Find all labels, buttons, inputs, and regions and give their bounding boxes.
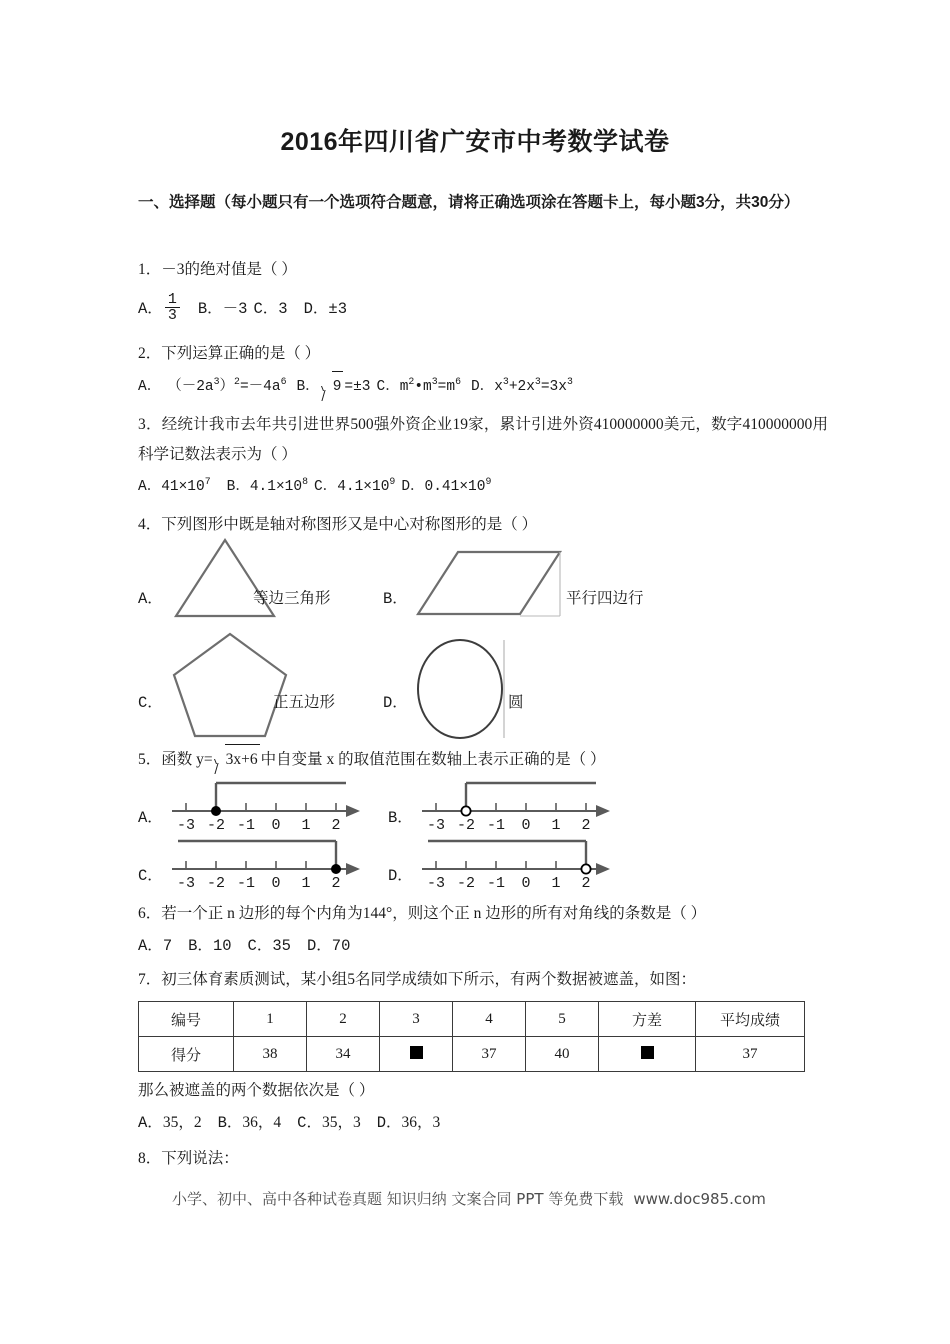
question-3-stem — [138, 410, 828, 470]
option-7-D-label: D． — [376, 1114, 402, 1132]
question-2-text: 下列运算正确的是（ ） — [161, 345, 321, 362]
option-2-A-text: $(-2a^3)^2=-4a^6$ — [167, 376, 287, 395]
option-1-D-text: ±3 — [328, 300, 347, 318]
svg-text:2: 2 — [581, 875, 591, 891]
option-3-D-label: D． — [401, 479, 425, 495]
question-5-numberline-row-2 — [138, 835, 828, 893]
question-5-number: 5． — [138, 751, 162, 768]
option-2-C-text: $m^2•m^3=m^6$ — [399, 376, 461, 395]
question-3-options — [138, 472, 828, 502]
svg-text:2: 2 — [331, 817, 341, 833]
section-heading: 一、选择题（每小题只有一个选项符合题意，请将正确选项涂在答题卡上，每小题3分，共30分） — [138, 194, 800, 211]
option-6-A-text: 7 — [162, 937, 173, 955]
svg-text:1: 1 — [301, 875, 311, 891]
question-8-stem — [138, 1144, 828, 1174]
table-cell-row-label: 编号 — [139, 1002, 234, 1037]
option-2-D-label: D． — [470, 379, 495, 395]
option-7-D-text: 36，3 — [401, 1114, 441, 1131]
equilateral-triangle-icon — [170, 536, 280, 622]
table-cell-average: 37 — [696, 1037, 805, 1072]
option-7-A-label: A． — [138, 1114, 163, 1132]
table-cell-header-average: 平均成绩 — [696, 1002, 805, 1037]
question-1-number: 1． — [138, 261, 162, 278]
question-6-number: 6． — [138, 905, 162, 922]
option-3-A-text: $41\times 10^7$ — [161, 476, 211, 495]
fraction-denominator: 3 — [165, 307, 180, 324]
question-2-number: 2． — [138, 345, 162, 362]
option-4-B-label: B． — [383, 590, 408, 608]
radicand-3x-plus-6: 3x+6 — [225, 744, 260, 775]
option-7-B-label: B． — [217, 1114, 243, 1132]
table-row-header — [139, 1002, 805, 1037]
option-2-B-text: =±3 — [344, 379, 371, 395]
svg-text:-3: -3 — [176, 817, 196, 833]
question-5-numberline-row-1 — [138, 777, 828, 835]
option-6-B-label: B． — [188, 937, 213, 955]
svg-text:-2: -2 — [206, 875, 226, 891]
radicand-9: 9 — [332, 371, 344, 402]
question-7-options — [138, 1108, 828, 1138]
option-6-A-label: A． — [138, 937, 163, 955]
question-3-text: 经统计我市去年共引进世界500强外资企业19家，累计引进外资410000000美元，数字410000000用科学记数法表示为（ ） — [138, 416, 828, 463]
option-2-D-text: $x^3+2x^3=3x^3$ — [494, 376, 573, 395]
table-cell-header-variance: 方差 — [599, 1002, 696, 1037]
option-2-A-label: A． — [138, 379, 162, 395]
svg-text:-2: -2 — [206, 817, 226, 833]
numberline-A — [168, 775, 368, 833]
option-1-A-label: A． — [138, 300, 163, 318]
question-5-text-post: 中自变量 x 的取值范围在数轴上表示正确的是（ ） — [260, 751, 606, 768]
question-7-stem — [138, 965, 828, 995]
option-1-B-text: －3 — [222, 300, 248, 318]
circle-icon — [416, 638, 508, 740]
svg-text:-2: -2 — [456, 875, 476, 891]
question-2-options — [138, 371, 828, 402]
svg-text:-3: -3 — [426, 817, 446, 833]
fraction-numerator: 1 — [167, 290, 177, 308]
table-cell-header-1: 1 — [234, 1002, 307, 1037]
option-7-C-text: 35，3 — [321, 1114, 361, 1131]
option-1-C-text: 3 — [278, 300, 288, 318]
question-7-followup: 那么被遮盖的两个数据依次是（ ） — [138, 1082, 375, 1099]
table-row-scores — [139, 1037, 805, 1072]
svg-text:1: 1 — [551, 817, 561, 833]
watermark-text: 小学、初中、高中各种试卷真题 知识归纳 文案合同 PPT 等免费下载 — [172, 1190, 624, 1208]
table-cell-variance-hidden — [599, 1037, 696, 1072]
question-2-stem — [138, 339, 828, 369]
svg-text:1: 1 — [551, 875, 561, 891]
question-4-number: 4． — [138, 516, 162, 533]
svg-text:2: 2 — [331, 875, 341, 891]
option-3-B-label: B． — [226, 479, 250, 495]
option-6-D-label: D． — [306, 937, 332, 955]
option-6-D-text: 70 — [331, 937, 351, 955]
option-4-D-shape-name: 圆 — [508, 694, 524, 711]
svg-text:-1: -1 — [236, 817, 256, 833]
option-5-B-label: B． — [388, 809, 413, 827]
svg-text:-2: -2 — [456, 817, 476, 833]
option-7-C-label: C． — [297, 1114, 322, 1132]
question-6-options — [138, 931, 828, 961]
questions-container — [138, 255, 828, 1176]
question-7-number: 7． — [138, 971, 162, 988]
parallelogram-icon — [416, 546, 566, 622]
option-1-B-label: B． — [197, 300, 223, 318]
option-5-D-label: D． — [388, 867, 413, 885]
option-4-C-shape-name: 正五边形 — [273, 694, 336, 711]
question-4-shapes-row-1 — [138, 542, 828, 630]
option-3-B-text: $4.1\times 10^8$ — [249, 476, 308, 495]
option-4-A-shape-name: 等边三角形 — [253, 590, 331, 607]
option-3-C-label: C． — [313, 479, 338, 495]
numberline-B — [418, 775, 618, 833]
svg-text:0: 0 — [521, 875, 531, 891]
option-1-D-label: D． — [303, 300, 329, 318]
option-6-C-text: 35 — [272, 937, 291, 955]
table-cell-score-4: 37 — [453, 1037, 526, 1072]
option-5-A-label: A． — [138, 809, 163, 827]
option-4-C-label: C． — [138, 694, 163, 712]
option-7-A-text: 35，2 — [162, 1114, 202, 1131]
option-4-D-label: D． — [383, 694, 408, 712]
option-2-C-label: C． — [376, 379, 400, 395]
regular-pentagon-icon — [170, 630, 290, 742]
table-cell-header-2: 2 — [307, 1002, 380, 1037]
question-1-options — [138, 287, 828, 331]
question-6-text: 若一个正 n 边形的每个内角为144°，则这个正 n 边形的所有对角线的条数是（ ） — [161, 905, 707, 922]
option-7-B-text: 36，4 — [242, 1114, 282, 1131]
table-cell-score-3-hidden — [380, 1037, 453, 1072]
svg-text:0: 0 — [521, 817, 531, 833]
option-4-B-shape-name: 平行四边行 — [566, 590, 644, 607]
watermark-url: www.doc985.com — [633, 1190, 766, 1208]
option-3-A-label: A． — [138, 479, 162, 495]
table-cell-score-1: 38 — [234, 1037, 307, 1072]
question-1-text: －3的绝对值是（ ） — [161, 261, 297, 278]
numberline-D — [418, 833, 618, 891]
table-cell-score-5: 40 — [526, 1037, 599, 1072]
hidden-value-box-icon — [641, 1046, 654, 1059]
question-1-stem — [138, 255, 828, 285]
fraction-one-third — [165, 292, 180, 325]
question-4-shapes-row-2 — [138, 630, 828, 742]
question-3-number: 3． — [138, 416, 162, 433]
option-6-C-label: C． — [247, 937, 273, 955]
svg-text:-1: -1 — [236, 875, 256, 891]
svg-text:2: 2 — [581, 817, 591, 833]
option-3-C-text: $4.1\times 10^9$ — [337, 476, 396, 495]
page-title: 2016年四川省广安市中考数学试卷 — [280, 128, 670, 156]
watermark — [172, 1188, 766, 1209]
svg-text:-1: -1 — [486, 817, 506, 833]
question-7-text: 初三体育素质测试，某小组5名同学成绩如下所示，有两个数据被遮盖，如图： — [161, 971, 697, 988]
question-8-text: 下列说法： — [161, 1150, 239, 1167]
option-1-C-label: C． — [253, 300, 279, 318]
svg-text:-3: -3 — [176, 875, 196, 891]
option-3-D-text: $0.41\times 10^9$ — [424, 476, 492, 495]
option-5-C-label: C． — [138, 867, 163, 885]
sqrt-icon — [321, 371, 344, 402]
question-6-stem — [138, 899, 828, 929]
table-cell-header-3: 3 — [380, 1002, 453, 1037]
svg-text:0: 0 — [271, 817, 281, 833]
sqrt-icon — [214, 744, 260, 775]
option-4-A-label: A． — [138, 590, 163, 608]
svg-text:-3: -3 — [426, 875, 446, 891]
table-cell-score-2: 34 — [307, 1037, 380, 1072]
hidden-value-box-icon — [410, 1046, 423, 1059]
svg-text:0: 0 — [271, 875, 281, 891]
score-table — [138, 1001, 805, 1072]
table-cell-header-5: 5 — [526, 1002, 599, 1037]
numberline-C — [168, 833, 368, 891]
option-2-B-label: B． — [296, 379, 320, 395]
option-6-B-text: 10 — [212, 937, 232, 955]
question-5-text-pre: 函数 y= — [161, 751, 213, 768]
svg-text:1: 1 — [301, 817, 311, 833]
question-4-text: 下列图形中既是轴对称图形又是中心对称图形的是（ ） — [161, 516, 538, 533]
table-cell-row-label-scores: 得分 — [139, 1037, 234, 1072]
question-5-stem — [138, 744, 828, 775]
table-cell-header-4: 4 — [453, 1002, 526, 1037]
question-8-number: 8． — [138, 1150, 162, 1167]
svg-text:-1: -1 — [486, 875, 506, 891]
